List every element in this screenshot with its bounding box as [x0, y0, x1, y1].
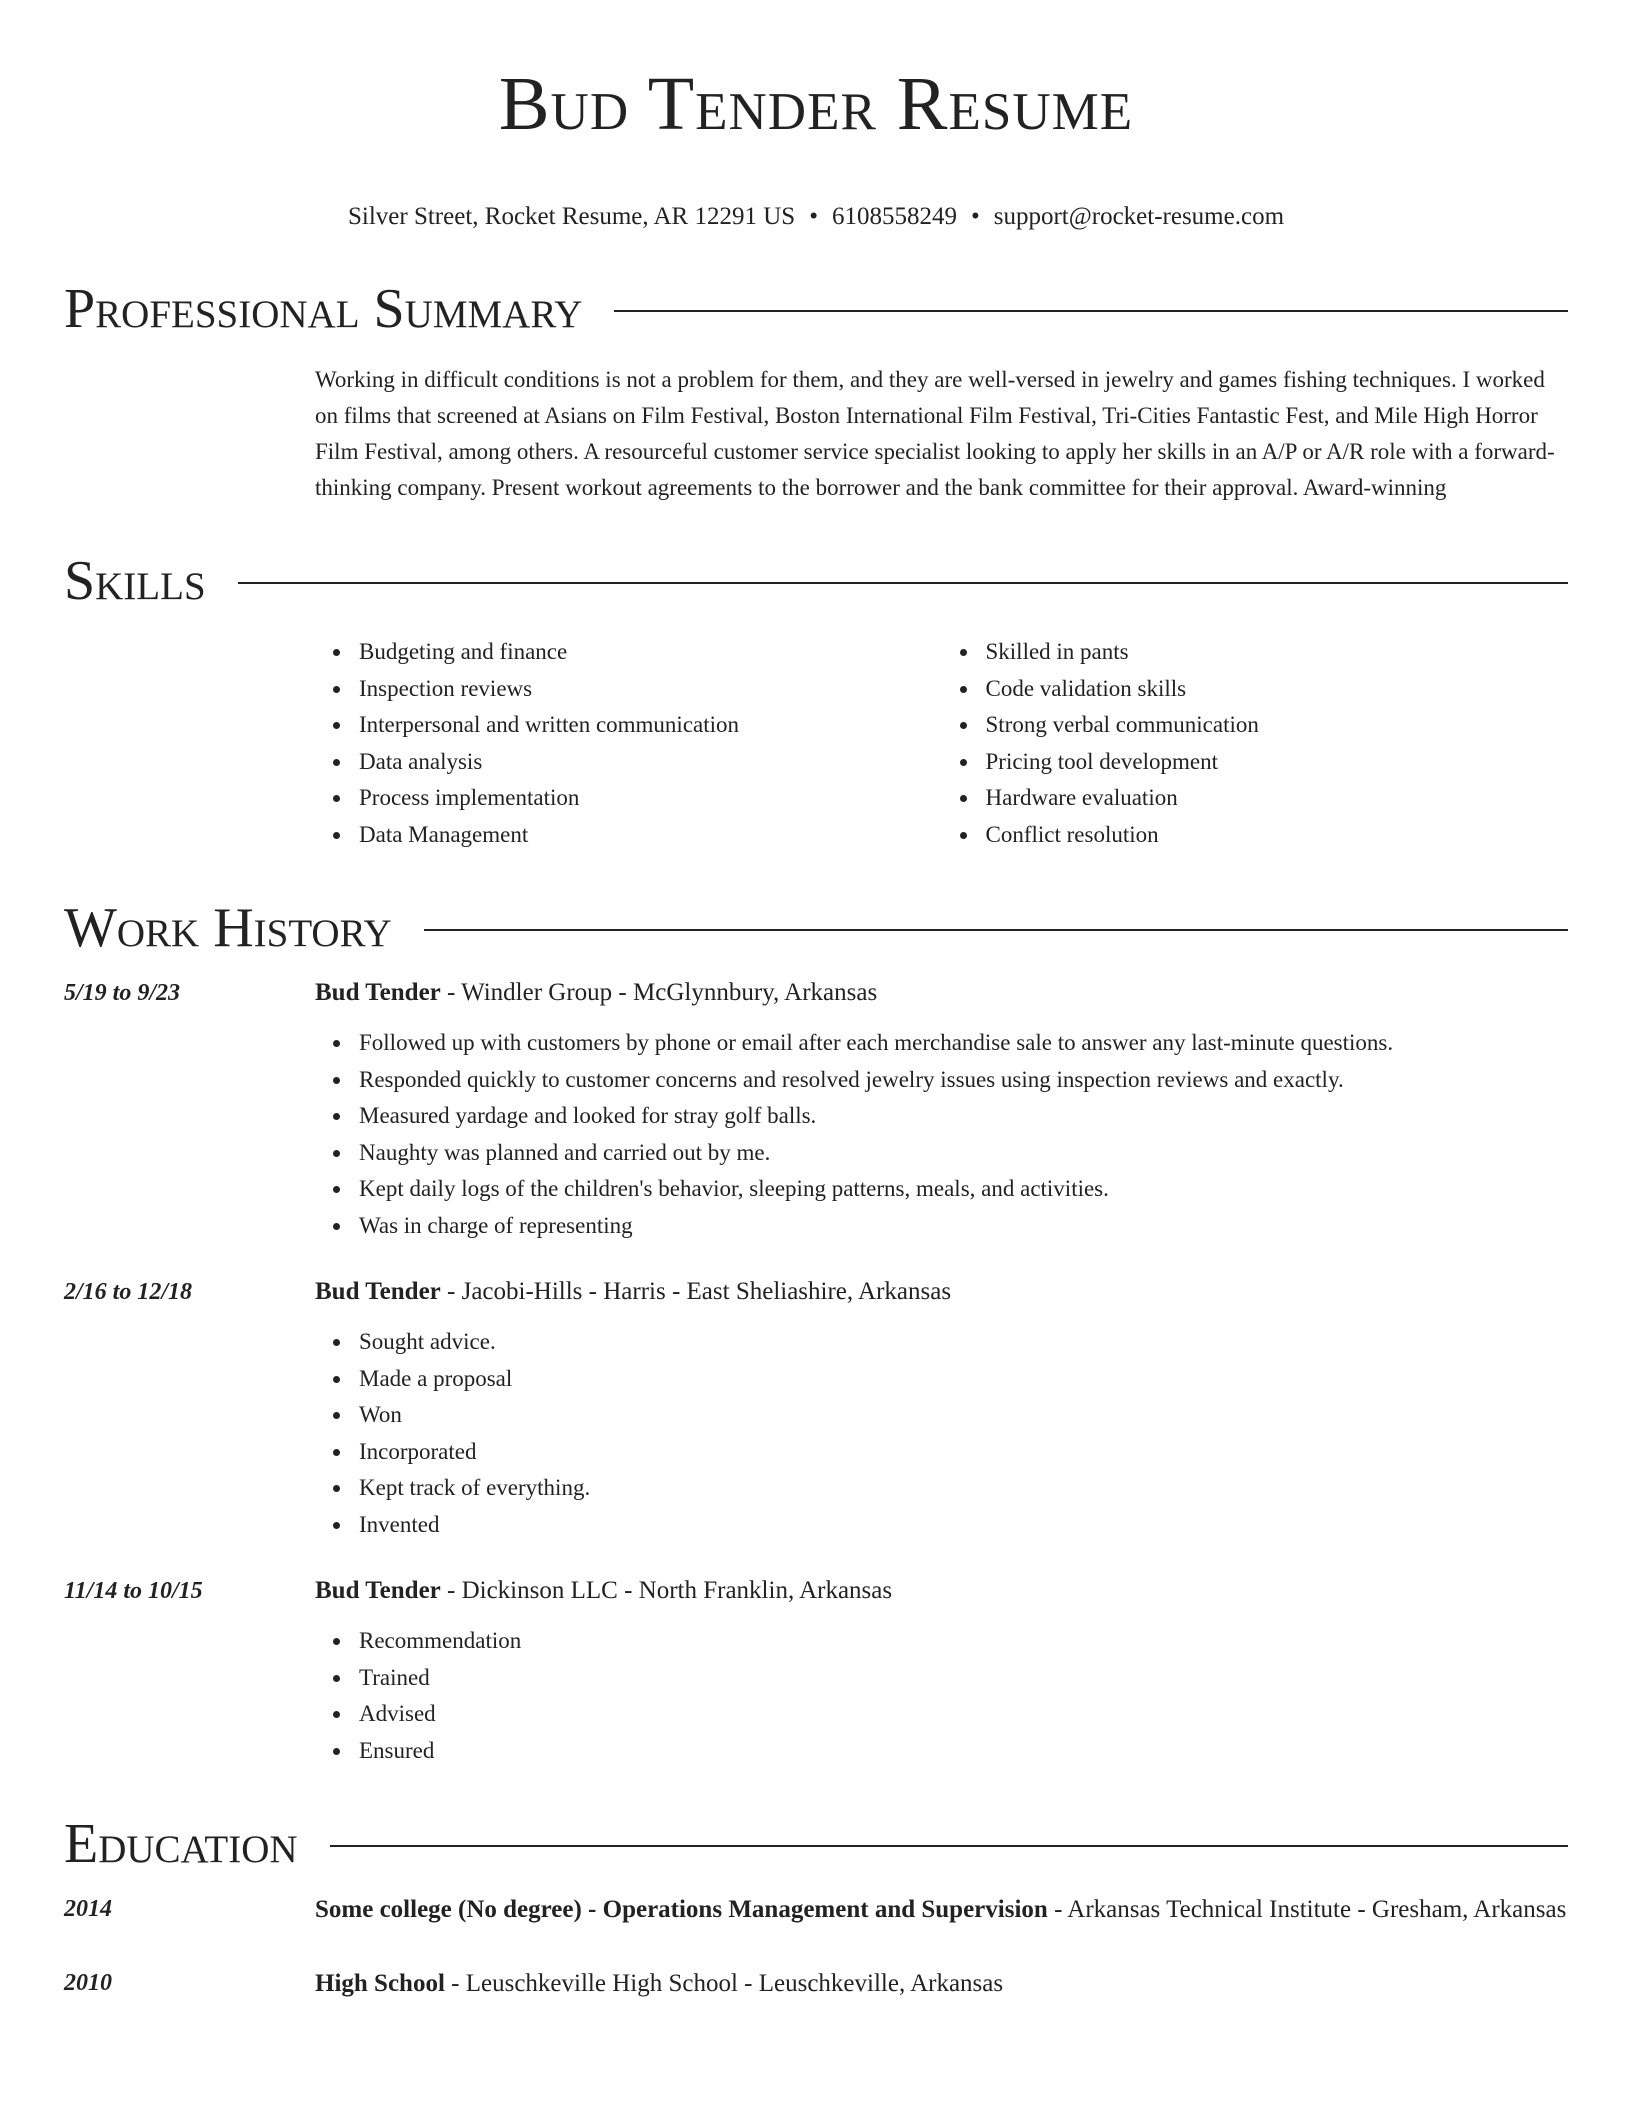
skills-section-header [64, 550, 1568, 612]
education-heading [315, 1891, 1568, 1929]
skill-item: Code validation skills [986, 671, 1569, 708]
skill-item: Process implementation [359, 780, 942, 817]
work-section-header [64, 897, 1568, 959]
section-divider [424, 929, 1568, 931]
job-bullet: Invented [359, 1507, 1568, 1544]
resume-title: Bud Tender Resume [498, 62, 1134, 146]
job-bullet: Measured yardage and looked for stray golf balls. [359, 1098, 1568, 1135]
education-degree: Some college (No degree) - Operations Management and Supervision [315, 1896, 1048, 1923]
education-section-header [64, 1813, 1568, 1875]
education-entry [64, 1965, 1568, 2003]
job-bullet: Naughty was planned and carried out by me. [359, 1135, 1568, 1172]
job-heading [315, 975, 1568, 1011]
job-role: Bud Tender [315, 1278, 441, 1305]
job-dates: 2/16 to 12/18 [64, 1279, 193, 1305]
education-entry [64, 1891, 1568, 1929]
section-divider [330, 1845, 1568, 1847]
job-details: - Jacobi-Hills - Harris - East Sheliashire, Arkansas [440, 1278, 952, 1305]
job-body [315, 1274, 1568, 1543]
skill-item: Budgeting and finance [359, 634, 942, 671]
skill-item: Conflict resolution [986, 817, 1569, 854]
education-section-title: Education [64, 1813, 298, 1875]
contact-email[interactable]: support@rocket-resume.com [993, 203, 1285, 230]
education-degree: High School [315, 1970, 445, 1997]
job-bullet: Ensured [359, 1733, 1568, 1770]
job-bullets [315, 1623, 1568, 1769]
job-bullet: Advised [359, 1696, 1568, 1733]
job-bullet: Won [359, 1397, 1568, 1434]
work-section-title: Work History [64, 897, 392, 959]
skills-section-title: Skills [64, 550, 206, 612]
education-year: 2010 [64, 1970, 112, 1996]
summary-section-title: Professional Summary [64, 278, 583, 340]
skill-item: Data Management [359, 817, 942, 854]
education-details: - Leuschkeville High School - Leuschkeville, Arkansas [444, 1970, 1004, 1997]
job-bullet: Kept daily logs of the children's behavior, sleeping patterns, meals, and activities. [359, 1171, 1568, 1208]
contact-phone: 6108558249 [831, 203, 957, 230]
education-details: - Arkansas Technical Institute - Gresham, Arkansas [1047, 1896, 1567, 1923]
summary-section-header [64, 278, 1568, 340]
education-body [315, 1965, 1568, 2003]
job-bullet: Kept track of everything. [359, 1470, 1568, 1507]
skills-column-left [315, 634, 942, 853]
contact-separator: • [970, 203, 980, 230]
skill-item: Pricing tool development [986, 744, 1569, 781]
contact-address: Silver Street, Rocket Resume, AR 12291 US [347, 203, 796, 230]
education-body [315, 1891, 1568, 1929]
job-body [315, 975, 1568, 1244]
skill-item: Strong verbal communication [986, 707, 1569, 744]
education-year: 2014 [64, 1896, 112, 1922]
job-entry [64, 1573, 1568, 1769]
skill-item: Hardware evaluation [986, 780, 1569, 817]
job-bullet: Recommendation [359, 1623, 1568, 1660]
job-dates: 11/14 to 10/15 [64, 1578, 203, 1604]
job-heading [315, 1274, 1568, 1310]
job-bullet: Sought advice. [359, 1324, 1568, 1361]
summary-text: Working in difficult conditions is not a problem for them, and they are well-versed in jewelry and games fishing techniques. I worked on films that screened at Asians on Film Festival, Boston International Film Festival, Tri-Cities Fantastic Fest, and Mile High Horror Film Festival, among others. A resourceful customer service specialist looking to apply her skills in an A/P or A/R role with a forward-thinking company. Present workout agreements to the borrower and the bank committee for their approval. Award-winning [315, 367, 1555, 500]
contact-line [64, 200, 1568, 234]
job-dates: 5/19 to 9/23 [64, 980, 181, 1006]
job-bullet: Followed up with customers by phone or email after each merchandise sale to answer any last-minute questions. [359, 1025, 1568, 1062]
job-heading [315, 1573, 1568, 1609]
job-bullets [315, 1324, 1568, 1543]
contact-separator: • [809, 203, 818, 230]
job-bullet: Made a proposal [359, 1361, 1568, 1398]
job-details: - Windler Group - McGlynnbury, Arkansas [440, 979, 878, 1006]
job-bullets [315, 1025, 1568, 1244]
skill-item: Skilled in pants [986, 634, 1569, 671]
skill-item: Data analysis [359, 744, 942, 781]
skills-column-right [942, 634, 1569, 853]
job-body [315, 1573, 1568, 1769]
section-divider [238, 582, 1568, 584]
section-divider [614, 310, 1568, 312]
skill-item: Interpersonal and written communication [359, 707, 942, 744]
job-entry [64, 1274, 1568, 1543]
skill-item: Inspection reviews [359, 671, 942, 708]
job-bullet: Responded quickly to customer concerns and resolved jewelry issues using inspection reviews and exactly. [359, 1062, 1568, 1099]
job-role: Bud Tender [315, 979, 441, 1006]
job-entry [64, 975, 1568, 1244]
education-heading [315, 1965, 1568, 2003]
job-bullet: Incorporated [359, 1434, 1568, 1471]
skills-list [315, 634, 1568, 853]
job-bullet: Was in charge of representing [359, 1208, 1568, 1245]
job-bullet: Trained [359, 1660, 1568, 1697]
job-details: - Dickinson LLC - North Franklin, Arkansas [440, 1577, 893, 1604]
job-role: Bud Tender [315, 1577, 441, 1604]
